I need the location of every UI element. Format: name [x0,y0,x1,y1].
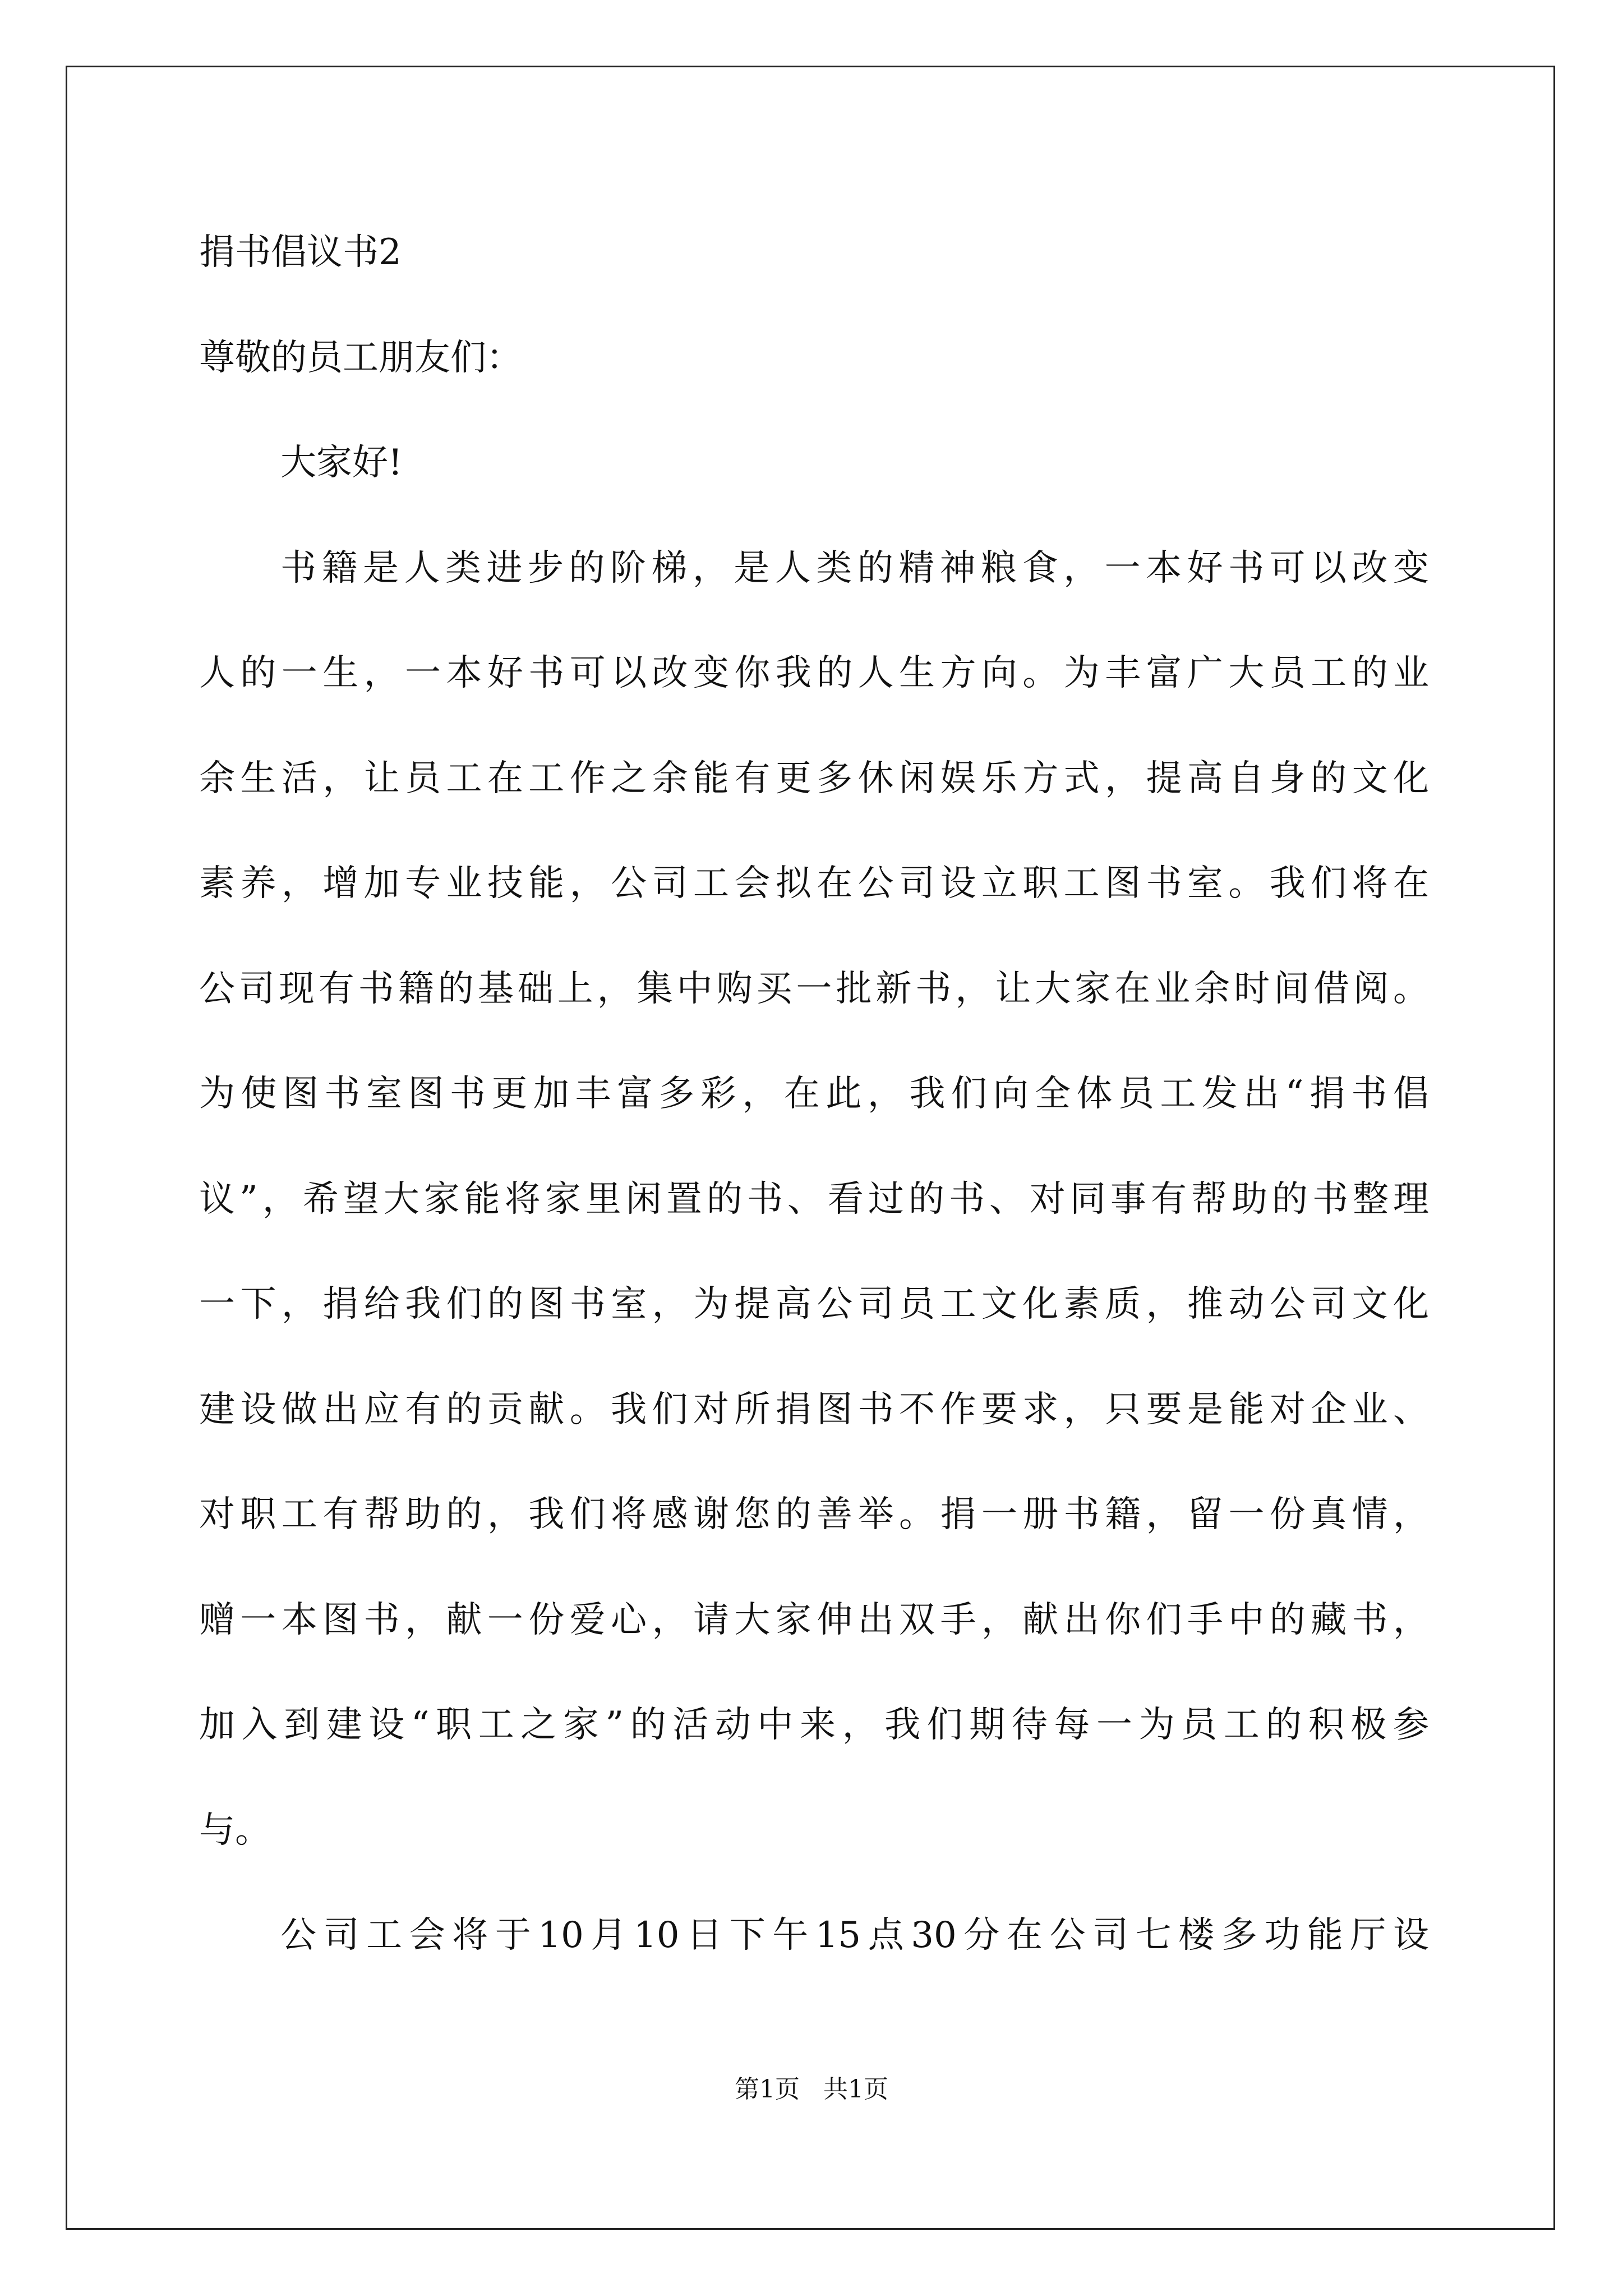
body-line: 为使图书室图书更加丰富多彩，在此，我们向全体员工发出“捐书倡 [199,1073,1429,1115]
body-line: 对职工有帮助的，我们将感谢您的善举。捐一册书籍，留一份真情， [199,1494,1429,1535]
body-line: 人的一生，一本好书可以改变你我的人生方向。为丰富广大员工的业 [199,652,1429,694]
body-line: 议”，希望大家能将家里闲置的书、看过的书、对同事有帮助的书整理 [199,1179,1429,1220]
body-line: 公司现有书籍的基础上，集中购买一批新书，让大家在业余时间借阅。 [199,968,1429,1010]
body-line: 书籍是人类进步的阶梯，是人类的精神粮食，一本好书可以改变 [280,547,1429,589]
body-line: 素养，增加专业技能，公司工会拟在公司设立职工图书室。我们将在 [199,863,1429,904]
salutation: 尊敬的员工朋友们： [199,337,522,379]
page-border [66,66,1555,2230]
body-line: 建设做出应有的贡献。我们对所捐图书不作要求，只要是能对企业、 [199,1389,1429,1430]
body-line: 加入到建设“职工之家”的活动中来，我们期待每一为员工的积极参 [199,1704,1429,1746]
greeting: 大家好! [280,442,403,484]
body-line: 赠一本图书，献一份爱心，请大家伸出双手，献出你们手中的藏书， [199,1599,1429,1641]
body-line: 公司工会将于10月10日下午15点30分在公司七楼多功能厅设 [280,1915,1429,1956]
body-line: 余生活，让员工在工作之余能有更多休闲娱乐方式，提高自身的文化 [199,758,1429,799]
body-line: 与。 [199,1810,271,1851]
body-line: 一下，捐给我们的图书室，为提高公司员工文化素质，推动公司文化 [199,1283,1429,1325]
document-title: 捐书倡议书2 [199,232,402,273]
page-number-footer: 第1页 共1页 [735,2075,888,2104]
